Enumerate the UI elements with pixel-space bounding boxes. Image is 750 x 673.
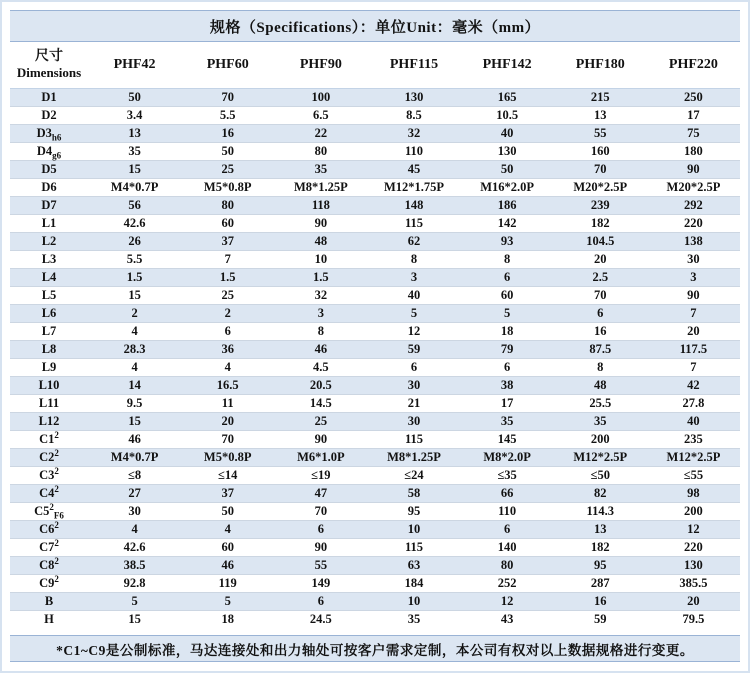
value-cell: 60: [181, 214, 274, 232]
value-cell: 63: [367, 556, 460, 574]
value-cell: 21: [367, 394, 460, 412]
value-cell: M12*1.75P: [367, 178, 460, 196]
value-cell: 46: [88, 430, 181, 448]
value-cell: 12: [647, 520, 740, 538]
value-cell: ≤24: [367, 466, 460, 484]
column-header: PHF42: [88, 42, 181, 88]
value-cell: 3.4: [88, 106, 181, 124]
value-cell: 16: [554, 322, 647, 340]
value-cell: 117.5: [647, 340, 740, 358]
value-cell: 13: [88, 124, 181, 142]
value-cell: 20.5: [274, 376, 367, 394]
row-label: D7: [10, 196, 88, 214]
value-cell: 130: [647, 556, 740, 574]
table-body: [10, 88, 740, 628]
value-cell: 45: [367, 160, 460, 178]
row-label: $C6^2$: [10, 520, 88, 538]
column-header: PHF142: [461, 42, 554, 88]
value-cell: 115: [367, 214, 460, 232]
value-cell: ≤14: [181, 466, 274, 484]
value-cell: ≤50: [554, 466, 647, 484]
value-cell: 42.6: [88, 214, 181, 232]
value-cell: 186: [461, 196, 554, 214]
value-cell: 32: [274, 286, 367, 304]
value-cell: 5.5: [181, 106, 274, 124]
value-cell: M12*2.5P: [554, 448, 647, 466]
value-cell: 7: [647, 304, 740, 322]
value-cell: 60: [181, 538, 274, 556]
value-cell: 148: [367, 196, 460, 214]
table-row: [10, 574, 740, 592]
table-row: [10, 376, 740, 394]
value-cell: 250: [647, 88, 740, 106]
value-cell: 28.3: [88, 340, 181, 358]
value-cell: 27.8: [647, 394, 740, 412]
value-cell: 16.5: [181, 376, 274, 394]
table-row: [10, 502, 740, 520]
value-cell: 16: [181, 124, 274, 142]
footer-gap: [10, 628, 740, 635]
value-cell: 130: [367, 88, 460, 106]
value-cell: 6: [274, 592, 367, 610]
table-row: [10, 286, 740, 304]
value-cell: 287: [554, 574, 647, 592]
value-cell: 130: [461, 142, 554, 160]
value-cell: 5.5: [88, 250, 181, 268]
row-label: $C7^2$: [10, 538, 88, 556]
value-cell: 10.5: [461, 106, 554, 124]
value-cell: 38: [461, 376, 554, 394]
dimensions-label-zh: 尺寸: [35, 48, 63, 64]
row-label: L2: [10, 232, 88, 250]
row-label: D6: [10, 178, 88, 196]
value-cell: 4: [181, 520, 274, 538]
table-row: [10, 250, 740, 268]
value-cell: 14: [88, 376, 181, 394]
value-cell: 25: [274, 412, 367, 430]
value-cell: 8: [367, 250, 460, 268]
value-cell: 37: [181, 484, 274, 502]
row-label: L7: [10, 322, 88, 340]
value-cell: 42.6: [88, 538, 181, 556]
value-cell: 79: [461, 340, 554, 358]
footer-note: *C1~C9是公制标准，马达连接处和出力轴处可按客户需求定制，本公司有权对以上数据规格进行变更。: [56, 642, 694, 658]
value-cell: 55: [274, 556, 367, 574]
value-cell: 114.3: [554, 502, 647, 520]
value-cell: 80: [461, 556, 554, 574]
row-label: $C4^2$: [10, 484, 88, 502]
value-cell: 12: [461, 592, 554, 610]
value-cell: 16: [554, 592, 647, 610]
value-cell: 1.5: [181, 268, 274, 286]
value-cell: 98: [647, 484, 740, 502]
value-cell: 36: [181, 340, 274, 358]
table-row: [10, 448, 740, 466]
table-row: [10, 106, 740, 124]
value-cell: ≤19: [274, 466, 367, 484]
table-row: [10, 196, 740, 214]
value-cell: 18: [461, 322, 554, 340]
value-cell: ≤55: [647, 466, 740, 484]
value-cell: 40: [367, 286, 460, 304]
value-cell: M20*2.5P: [647, 178, 740, 196]
value-cell: M4*0.7P: [88, 448, 181, 466]
value-cell: 184: [367, 574, 460, 592]
value-cell: 79.5: [647, 610, 740, 628]
value-cell: 90: [274, 214, 367, 232]
value-cell: 9.5: [88, 394, 181, 412]
value-cell: 165: [461, 88, 554, 106]
value-cell: 2: [181, 304, 274, 322]
value-cell: 160: [554, 142, 647, 160]
value-cell: 4: [88, 322, 181, 340]
value-cell: 142: [461, 214, 554, 232]
value-cell: 10: [274, 250, 367, 268]
value-cell: ≤35: [461, 466, 554, 484]
table-row: [10, 340, 740, 358]
column-header: PHF180: [554, 42, 647, 88]
table-row: [10, 358, 740, 376]
value-cell: 149: [274, 574, 367, 592]
value-cell: 15: [88, 286, 181, 304]
value-cell: 70: [181, 88, 274, 106]
value-cell: 145: [461, 430, 554, 448]
row-label: D2: [10, 106, 88, 124]
value-cell: M4*0.7P: [88, 178, 181, 196]
value-cell: 35: [367, 610, 460, 628]
value-cell: M16*2.0P: [461, 178, 554, 196]
title-band: [10, 10, 740, 42]
table-row: [10, 322, 740, 340]
value-cell: 60: [461, 286, 554, 304]
value-cell: M8*1.25P: [367, 448, 460, 466]
value-cell: 6: [461, 358, 554, 376]
value-cell: 104.5: [554, 232, 647, 250]
value-cell: 80: [181, 196, 274, 214]
value-cell: 220: [647, 214, 740, 232]
row-label: L3: [10, 250, 88, 268]
column-header: PHF90: [274, 42, 367, 88]
value-cell: 13: [554, 106, 647, 124]
value-cell: 5: [367, 304, 460, 322]
value-cell: 37: [181, 232, 274, 250]
column-header: PHF60: [181, 42, 274, 88]
value-cell: 6: [554, 304, 647, 322]
value-cell: 48: [274, 232, 367, 250]
value-cell: 90: [647, 286, 740, 304]
value-cell: 200: [554, 430, 647, 448]
header-row: [10, 42, 740, 88]
value-cell: 43: [461, 610, 554, 628]
table-row: [10, 484, 740, 502]
value-cell: 80: [274, 142, 367, 160]
value-cell: 90: [274, 430, 367, 448]
value-cell: 1.5: [274, 268, 367, 286]
row-label: L10: [10, 376, 88, 394]
value-cell: 35: [461, 412, 554, 430]
value-cell: 10: [367, 592, 460, 610]
table-row: [10, 232, 740, 250]
table-row: [10, 88, 740, 106]
value-cell: 32: [367, 124, 460, 142]
value-cell: 15: [88, 160, 181, 178]
value-cell: 58: [367, 484, 460, 502]
value-cell: 15: [88, 412, 181, 430]
value-cell: 75: [647, 124, 740, 142]
row-label: B: [10, 592, 88, 610]
value-cell: 50: [461, 160, 554, 178]
value-cell: 62: [367, 232, 460, 250]
row-label: $C2^2$: [10, 448, 88, 466]
value-cell: 70: [554, 160, 647, 178]
value-cell: 110: [461, 502, 554, 520]
value-cell: 5: [181, 592, 274, 610]
value-cell: 239: [554, 196, 647, 214]
table-row: [10, 124, 740, 142]
table-row: [10, 430, 740, 448]
row-label: L9: [10, 358, 88, 376]
value-cell: 10: [367, 520, 460, 538]
value-cell: 8: [274, 322, 367, 340]
row-label: L1: [10, 214, 88, 232]
value-cell: 385.5: [647, 574, 740, 592]
value-cell: 30: [88, 502, 181, 520]
value-cell: 3: [367, 268, 460, 286]
value-cell: 59: [554, 610, 647, 628]
table-row: [10, 178, 740, 196]
value-cell: 3: [647, 268, 740, 286]
value-cell: M20*2.5P: [554, 178, 647, 196]
value-cell: 115: [367, 538, 460, 556]
value-cell: 46: [181, 556, 274, 574]
value-cell: M5*0.8P: [181, 448, 274, 466]
table-row: [10, 304, 740, 322]
value-cell: 8: [554, 358, 647, 376]
value-cell: 46: [274, 340, 367, 358]
value-cell: 50: [88, 88, 181, 106]
value-cell: 138: [647, 232, 740, 250]
footer-note-band: [10, 635, 740, 662]
value-cell: 93: [461, 232, 554, 250]
value-cell: 6: [461, 268, 554, 286]
value-cell: 95: [367, 502, 460, 520]
value-cell: 30: [647, 250, 740, 268]
value-cell: M6*1.0P: [274, 448, 367, 466]
table-row: [10, 556, 740, 574]
value-cell: 2: [88, 304, 181, 322]
value-cell: 220: [647, 538, 740, 556]
row-label: $C8^2$: [10, 556, 88, 574]
value-cell: 17: [461, 394, 554, 412]
value-cell: 6: [367, 358, 460, 376]
row-label: L8: [10, 340, 88, 358]
value-cell: 70: [274, 502, 367, 520]
specifications-table: [10, 42, 740, 628]
value-cell: 11: [181, 394, 274, 412]
value-cell: 24.5: [274, 610, 367, 628]
value-cell: 15: [88, 610, 181, 628]
row-label: L6: [10, 304, 88, 322]
value-cell: 30: [367, 376, 460, 394]
value-cell: 6: [274, 520, 367, 538]
value-cell: 42: [647, 376, 740, 394]
value-cell: 115: [367, 430, 460, 448]
value-cell: 70: [181, 430, 274, 448]
value-cell: 200: [647, 502, 740, 520]
value-cell: 20: [647, 322, 740, 340]
value-cell: 118: [274, 196, 367, 214]
value-cell: 4: [181, 358, 274, 376]
value-cell: 47: [274, 484, 367, 502]
table-row: [10, 142, 740, 160]
value-cell: M12*2.5P: [647, 448, 740, 466]
value-cell: 38.5: [88, 556, 181, 574]
row-label: L12: [10, 412, 88, 430]
value-cell: 235: [647, 430, 740, 448]
value-cell: 180: [647, 142, 740, 160]
table-row: [10, 520, 740, 538]
value-cell: 7: [647, 358, 740, 376]
value-cell: 40: [461, 124, 554, 142]
row-label: $D3_{h6}$: [10, 124, 88, 142]
row-label: $C9^2$: [10, 574, 88, 592]
value-cell: 6: [181, 322, 274, 340]
page-title: 规格（Specifications）：单位Unit：毫米（mm）: [209, 19, 541, 36]
value-cell: 5: [461, 304, 554, 322]
table-row: [10, 394, 740, 412]
value-cell: 22: [274, 124, 367, 142]
value-cell: 2.5: [554, 268, 647, 286]
value-cell: 252: [461, 574, 554, 592]
value-cell: 4: [88, 520, 181, 538]
value-cell: 215: [554, 88, 647, 106]
row-label: $C3^2$: [10, 466, 88, 484]
value-cell: 1.5: [88, 268, 181, 286]
value-cell: 55: [554, 124, 647, 142]
value-cell: 13: [554, 520, 647, 538]
value-cell: 95: [554, 556, 647, 574]
row-label: $D4_{g6}$: [10, 142, 88, 160]
value-cell: 25: [181, 286, 274, 304]
value-cell: 35: [88, 142, 181, 160]
row-label: L5: [10, 286, 88, 304]
value-cell: 70: [554, 286, 647, 304]
value-cell: 292: [647, 196, 740, 214]
value-cell: 8.5: [367, 106, 460, 124]
table-row: [10, 214, 740, 232]
value-cell: 110: [367, 142, 460, 160]
value-cell: 3: [274, 304, 367, 322]
row-label: D5: [10, 160, 88, 178]
value-cell: 20: [647, 592, 740, 610]
value-cell: 4: [88, 358, 181, 376]
value-cell: 25: [181, 160, 274, 178]
value-cell: M5*0.8P: [181, 178, 274, 196]
table-row: [10, 268, 740, 286]
value-cell: 50: [181, 502, 274, 520]
value-cell: 40: [647, 412, 740, 430]
value-cell: 20: [181, 412, 274, 430]
value-cell: 66: [461, 484, 554, 502]
value-cell: 56: [88, 196, 181, 214]
value-cell: 5: [88, 592, 181, 610]
value-cell: 4.5: [274, 358, 367, 376]
value-cell: 25.5: [554, 394, 647, 412]
value-cell: 90: [274, 538, 367, 556]
row-label: $C5^2_{F6}$: [10, 502, 88, 520]
value-cell: 35: [554, 412, 647, 430]
table-row: [10, 538, 740, 556]
value-cell: 92.8: [88, 574, 181, 592]
value-cell: 35: [274, 160, 367, 178]
row-label: L4: [10, 268, 88, 286]
value-cell: 14.5: [274, 394, 367, 412]
value-cell: 87.5: [554, 340, 647, 358]
row-label: L11: [10, 394, 88, 412]
value-cell: 8: [461, 250, 554, 268]
value-cell: 140: [461, 538, 554, 556]
table-row: [10, 412, 740, 430]
table-row: [10, 466, 740, 484]
table-row: [10, 160, 740, 178]
value-cell: 27: [88, 484, 181, 502]
row-label: H: [10, 610, 88, 628]
value-cell: 100: [274, 88, 367, 106]
row-label: D1: [10, 88, 88, 106]
value-cell: 50: [181, 142, 274, 160]
value-cell: M8*1.25P: [274, 178, 367, 196]
value-cell: 30: [367, 412, 460, 430]
value-cell: 182: [554, 538, 647, 556]
value-cell: 119: [181, 574, 274, 592]
column-header: PHF220: [647, 42, 740, 88]
value-cell: 7: [181, 250, 274, 268]
value-cell: 26: [88, 232, 181, 250]
value-cell: 82: [554, 484, 647, 502]
value-cell: ≤8: [88, 466, 181, 484]
value-cell: 18: [181, 610, 274, 628]
column-header: PHF115: [367, 42, 460, 88]
dimensions-header-cell: [10, 42, 88, 88]
table-row: [10, 610, 740, 628]
row-label: $C1^2$: [10, 430, 88, 448]
value-cell: 48: [554, 376, 647, 394]
value-cell: 20: [554, 250, 647, 268]
value-cell: 90: [647, 160, 740, 178]
value-cell: 17: [647, 106, 740, 124]
value-cell: 59: [367, 340, 460, 358]
value-cell: 6: [461, 520, 554, 538]
table-row: [10, 592, 740, 610]
value-cell: 6.5: [274, 106, 367, 124]
value-cell: 12: [367, 322, 460, 340]
value-cell: 182: [554, 214, 647, 232]
dimensions-label-en: Dimensions: [16, 65, 82, 81]
value-cell: M8*2.0P: [461, 448, 554, 466]
